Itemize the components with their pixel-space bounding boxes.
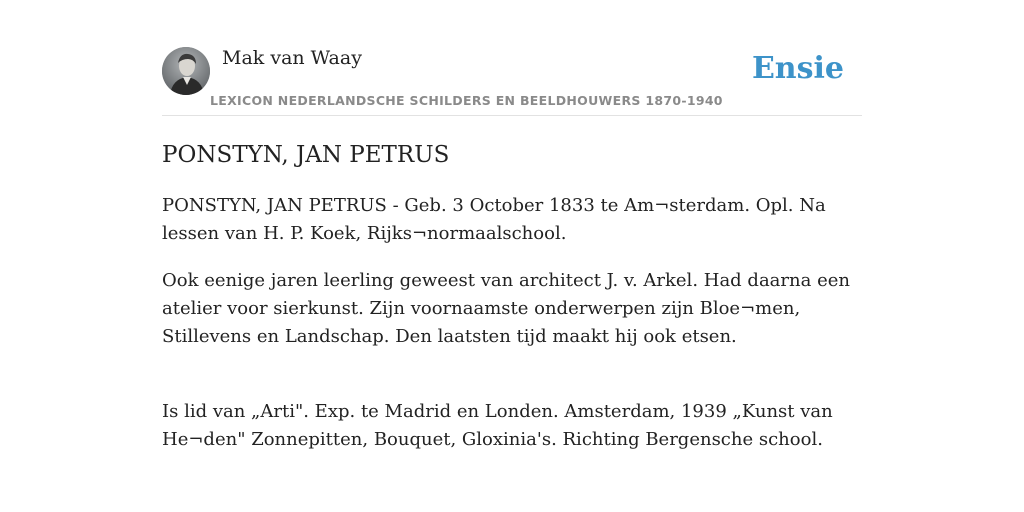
paragraph: PONSTYN, JAN PETRUS - Geb. 3 October 1833 te Am¬sterdam. Opl. Na lessen van H. P. Koek, Rijks¬normaalschool. (162, 195, 826, 244)
page-container (162, 0, 862, 450)
author-name[interactable]: Mak van Waay (222, 47, 362, 69)
header (162, 0, 862, 116)
paragraph-spacer (162, 370, 862, 398)
avatar[interactable] (162, 47, 210, 95)
portrait-photo-icon (162, 47, 210, 95)
paragraph: Ook eenige jaren leerling geweest van architect J. v. Arkel. Had daarna een atelier voor sierkunst. Zijn voornaamste onderwerpen zijn Bloe¬men, Stillevens en Landschap. Den laatsten tijd maakt hij ook etsen. (162, 270, 850, 347)
page-title: PONSTYN, JAN PETRUS (162, 142, 450, 168)
brand-logo[interactable]: Ensie (751, 51, 844, 86)
paragraph: Is lid van „Arti". Exp. te Madrid en Londen. Amsterdam, 1939 „Kunst van He¬den" Zonnepitten, Bouquet, Gloxinia's. Richting Bergensche school. (162, 401, 833, 450)
source-label[interactable]: LEXICON NEDERLANDSCHE SCHILDERS EN BEELDHOUWERS 1870-1940 (210, 93, 723, 108)
article-body (162, 192, 862, 473)
